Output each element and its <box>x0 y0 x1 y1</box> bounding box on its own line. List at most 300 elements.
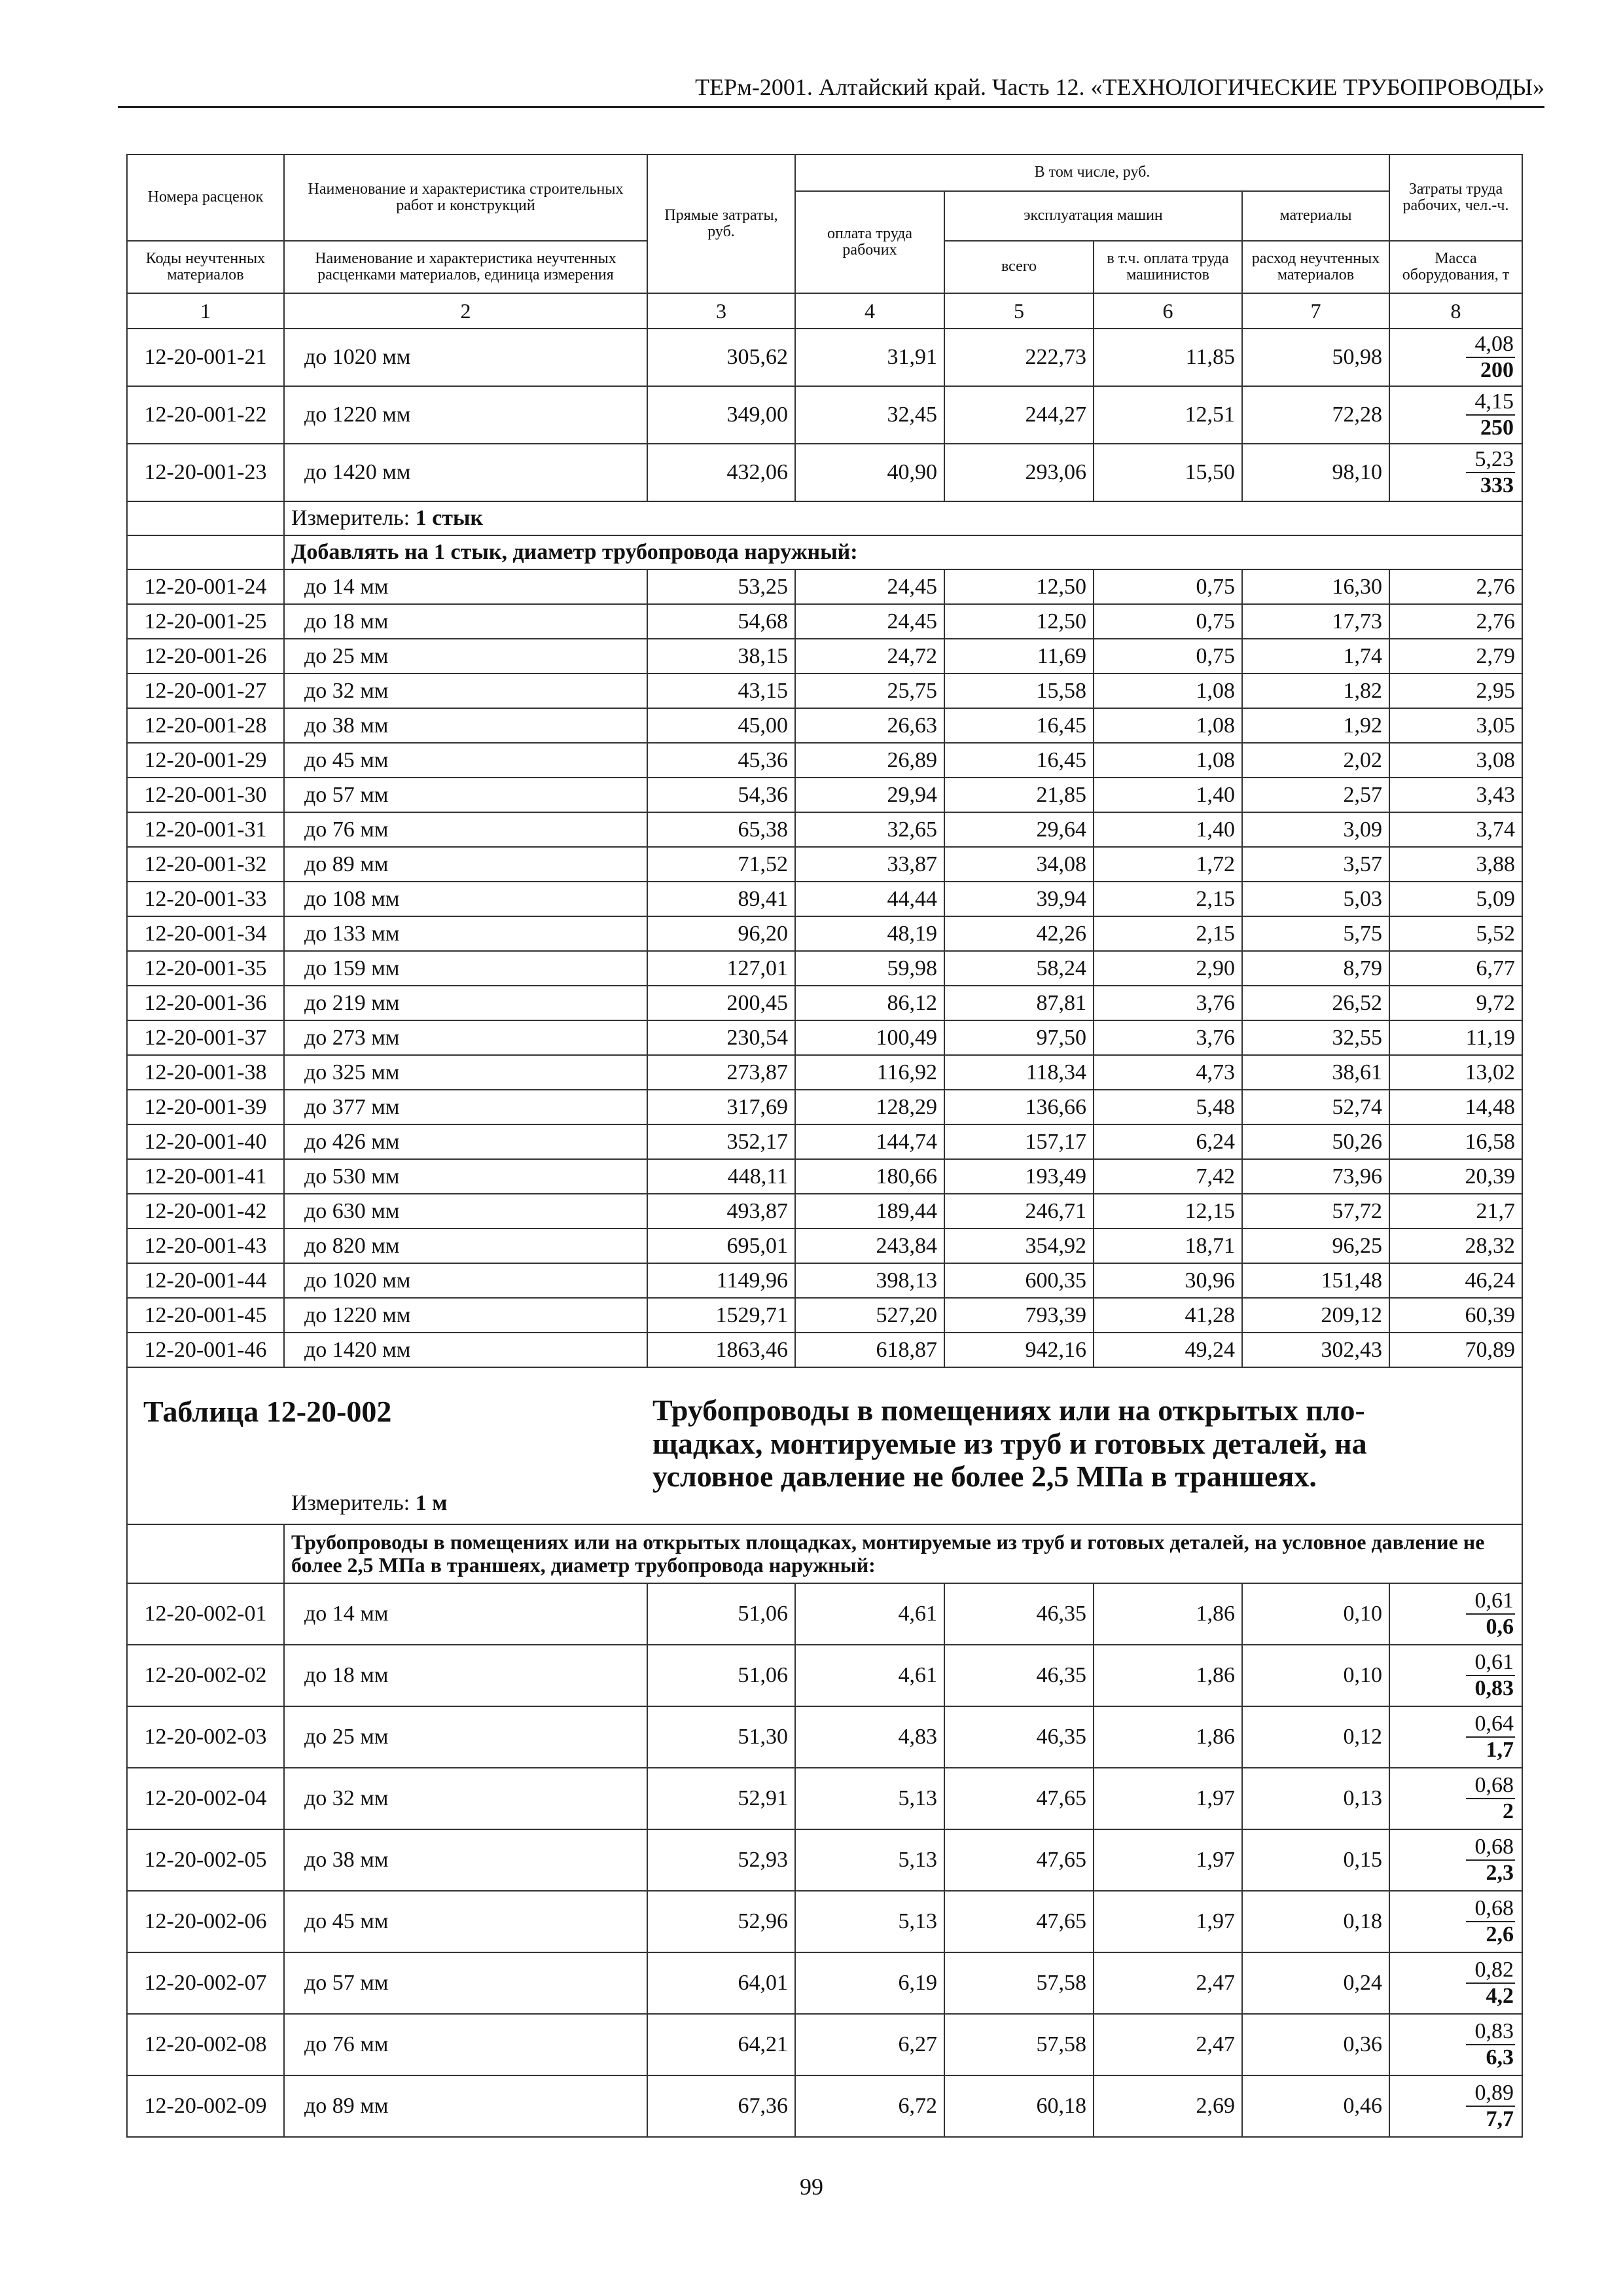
direct-costs: 52,91 <box>647 1768 795 1829</box>
labor-hours: 4,15 <box>1466 391 1516 416</box>
direct-costs: 1149,96 <box>647 1263 795 1298</box>
table-row <box>127 1645 1522 1706</box>
table-row <box>127 1706 1522 1768</box>
col-number: 3 <box>647 293 795 329</box>
labor-pay: 5,13 <box>795 1829 944 1891</box>
rate-name: до 32 мм <box>284 673 647 708</box>
machinist-pay: 1,08 <box>1094 743 1242 778</box>
rate-name: до 18 мм <box>284 604 647 639</box>
col-number: 1 <box>127 293 284 329</box>
rate-name: до 32 мм <box>284 1768 647 1829</box>
rate-name: до 76 мм <box>284 812 647 847</box>
table-row <box>127 1263 1522 1298</box>
labor-pay: 6,27 <box>795 2014 944 2075</box>
rate-name: до 530 мм <box>284 1159 647 1194</box>
materials-cost: 1,74 <box>1242 639 1389 673</box>
rate-code: 12-20-001-26 <box>127 639 284 673</box>
machinist-pay: 1,72 <box>1094 847 1242 882</box>
table2-title: Таблица 12-20-002 <box>143 1395 392 1428</box>
direct-costs: 71,52 <box>647 847 795 882</box>
machines-total: 222,73 <box>944 329 1094 386</box>
table-row <box>127 847 1522 882</box>
rate-name: до 25 мм <box>284 1706 647 1768</box>
machinist-pay: 41,28 <box>1094 1298 1242 1333</box>
rate-code: 12-20-002-02 <box>127 1645 284 1706</box>
machines-total: 57,58 <box>944 2014 1094 2075</box>
direct-costs: 51,30 <box>647 1706 795 1768</box>
materials-cost: 0,24 <box>1242 1952 1389 2014</box>
materials-cost: 3,57 <box>1242 847 1389 882</box>
materials-cost: 98,10 <box>1242 444 1389 501</box>
machines-total: 29,64 <box>944 812 1094 847</box>
fraction <box>1466 1774 1516 1823</box>
col8-header-bottom: Масса оборудования, т <box>1389 241 1522 293</box>
machines-total: 47,65 <box>944 1829 1094 1891</box>
machinist-pay: 2,15 <box>1094 916 1242 951</box>
fraction <box>1466 1897 1516 1946</box>
labor-hours: 5,23 <box>1466 448 1516 473</box>
labor-hours: 3,08 <box>1389 743 1522 778</box>
labor-hours: 5,52 <box>1389 916 1522 951</box>
labor-hours: 5,09 <box>1389 882 1522 916</box>
rate-code: 12-20-001-42 <box>127 1194 284 1229</box>
direct-costs: 1529,71 <box>647 1298 795 1333</box>
measure-value: 1 стык <box>415 506 484 530</box>
materials-cost: 1,82 <box>1242 673 1389 708</box>
rate-name: до 89 мм <box>284 2075 647 2137</box>
rate-name: до 219 мм <box>284 986 647 1020</box>
labor-pay: 5,13 <box>795 1891 944 1952</box>
measure-label: Измеритель: <box>291 506 410 530</box>
labor-mass-cell <box>1389 1891 1522 1952</box>
materials-cost: 73,96 <box>1242 1159 1389 1194</box>
machines-total: 15,58 <box>944 673 1094 708</box>
materials-cost: 209,12 <box>1242 1298 1389 1333</box>
machinist-pay: 2,47 <box>1094 2014 1242 2075</box>
labor-pay: 31,91 <box>795 329 944 386</box>
direct-costs: 305,62 <box>647 329 795 386</box>
machinist-pay: 3,76 <box>1094 986 1242 1020</box>
machinist-pay: 2,47 <box>1094 1952 1242 2014</box>
rate-code: 12-20-002-01 <box>127 1583 284 1645</box>
section-row <box>127 1524 1522 1583</box>
rate-code: 12-20-001-28 <box>127 708 284 743</box>
machines-total: 97,50 <box>944 1020 1094 1055</box>
machines-total: 21,85 <box>944 778 1094 812</box>
measure-value: 1 м <box>415 1491 448 1515</box>
table-row <box>127 743 1522 778</box>
machinist-pay: 3,76 <box>1094 1020 1242 1055</box>
labor-hours: 20,39 <box>1389 1159 1522 1194</box>
labor-pay: 40,90 <box>795 444 944 501</box>
rate-name: до 14 мм <box>284 1583 647 1645</box>
direct-costs: 127,01 <box>647 951 795 986</box>
labor-pay: 86,12 <box>795 986 944 1020</box>
rate-code: 12-20-001-38 <box>127 1055 284 1090</box>
direct-costs: 64,21 <box>647 2014 795 2075</box>
materials-cost: 96,25 <box>1242 1229 1389 1263</box>
table2-measure <box>291 1491 447 1516</box>
rate-code: 12-20-001-24 <box>127 569 284 604</box>
labor-hours: 28,32 <box>1389 1229 1522 1263</box>
machinist-pay: 1,97 <box>1094 1891 1242 1952</box>
equipment-mass: 7,7 <box>1486 2107 1514 2131</box>
machinist-pay: 6,24 <box>1094 1124 1242 1159</box>
labor-hours: 13,02 <box>1389 1055 1522 1090</box>
labor-pay: 189,44 <box>795 1194 944 1229</box>
labor-pay: 180,66 <box>795 1159 944 1194</box>
labor-hours: 2,95 <box>1389 673 1522 708</box>
direct-costs: 38,15 <box>647 639 795 673</box>
machines-total: 46,35 <box>944 1706 1094 1768</box>
labor-hours: 3,05 <box>1389 708 1522 743</box>
labor-hours: 46,24 <box>1389 1263 1522 1298</box>
machines-total: 136,66 <box>944 1090 1094 1124</box>
rate-name: до 18 мм <box>284 1645 647 1706</box>
table-row <box>127 1891 1522 1952</box>
rate-code: 12-20-001-44 <box>127 1263 284 1298</box>
rate-name: до 377 мм <box>284 1090 647 1124</box>
rate-name: до 76 мм <box>284 2014 647 2075</box>
table-row <box>127 1768 1522 1829</box>
rate-name: до 14 мм <box>284 569 647 604</box>
rate-name: до 1220 мм <box>284 386 647 444</box>
direct-costs: 432,06 <box>647 444 795 501</box>
fraction <box>1466 391 1516 439</box>
table-row <box>127 1298 1522 1333</box>
col2-header-bottom: Наименование и характеристика неучтенных расценками материалов, единица измерения <box>284 241 647 293</box>
labor-hours: 0,89 <box>1466 2082 1516 2107</box>
labor-pay: 24,45 <box>795 604 944 639</box>
rate-name: до 45 мм <box>284 743 647 778</box>
rate-name: до 38 мм <box>284 708 647 743</box>
table2-heading-cell <box>127 1367 1522 1524</box>
machinist-pay: 2,90 <box>1094 951 1242 986</box>
rate-name: до 159 мм <box>284 951 647 986</box>
materials-cost: 17,73 <box>1242 604 1389 639</box>
rate-name: до 45 мм <box>284 1891 647 1952</box>
labor-hours: 14,48 <box>1389 1090 1522 1124</box>
direct-costs: 1863,46 <box>647 1333 795 1367</box>
rate-name: до 1420 мм <box>284 1333 647 1367</box>
labor-pay: 618,87 <box>795 1333 944 1367</box>
labor-mass-cell <box>1389 2014 1522 2075</box>
table-row <box>127 444 1522 501</box>
col-number: 4 <box>795 293 944 329</box>
materials-cost: 0,10 <box>1242 1583 1389 1645</box>
labor-mass-cell <box>1389 1768 1522 1829</box>
rate-name: до 89 мм <box>284 847 647 882</box>
col7-header: расход неучтенных материалов <box>1242 241 1389 293</box>
labor-hours: 3,88 <box>1389 847 1522 882</box>
table-row <box>127 1333 1522 1367</box>
equipment-mass: 2,3 <box>1486 1861 1514 1885</box>
machinist-pay: 49,24 <box>1094 1333 1242 1367</box>
rate-code: 12-20-001-33 <box>127 882 284 916</box>
page-number: 99 <box>800 2174 823 2200</box>
measure-cell <box>284 501 1522 535</box>
direct-costs: 448,11 <box>647 1159 795 1194</box>
rate-code: 12-20-001-39 <box>127 1090 284 1124</box>
table-row <box>127 1952 1522 2014</box>
labor-hours: 0,61 <box>1466 1651 1516 1676</box>
rate-code: 12-20-001-25 <box>127 604 284 639</box>
labor-hours: 0,82 <box>1466 1959 1516 1984</box>
fraction <box>1466 333 1516 382</box>
rate-code: 12-20-002-07 <box>127 1952 284 2014</box>
rate-name: до 1220 мм <box>284 1298 647 1333</box>
col5-header: всего <box>944 241 1094 293</box>
machinist-pay: 1,86 <box>1094 1645 1242 1706</box>
rate-name: до 25 мм <box>284 639 647 673</box>
rate-code: 12-20-001-36 <box>127 986 284 1020</box>
equipment-mass: 0,83 <box>1474 1676 1514 1700</box>
materials-cost: 0,15 <box>1242 1829 1389 1891</box>
labor-hours: 6,77 <box>1389 951 1522 986</box>
materials-header: материалы <box>1242 191 1389 241</box>
machines-total: 34,08 <box>944 847 1094 882</box>
machines-total: 12,50 <box>944 569 1094 604</box>
col-number: 2 <box>284 293 647 329</box>
labor-pay: 128,29 <box>795 1090 944 1124</box>
machinist-pay: 12,51 <box>1094 386 1242 444</box>
labor-pay: 26,89 <box>795 743 944 778</box>
direct-costs: 695,01 <box>647 1229 795 1263</box>
col-number: 5 <box>944 293 1094 329</box>
direct-costs: 349,00 <box>647 386 795 444</box>
labor-hours: 3,74 <box>1389 812 1522 847</box>
rate-code: 12-20-001-22 <box>127 386 284 444</box>
materials-cost: 72,28 <box>1242 386 1389 444</box>
labor-pay: 527,20 <box>795 1298 944 1333</box>
table-row <box>127 1090 1522 1124</box>
rate-code: 12-20-002-08 <box>127 2014 284 2075</box>
labor-pay: 100,49 <box>795 1020 944 1055</box>
rate-code: 12-20-001-40 <box>127 1124 284 1159</box>
equipment-mass: 6,3 <box>1486 2045 1514 2070</box>
machinist-pay: 15,50 <box>1094 444 1242 501</box>
col2-header-top: Наименование и характеристика строительных работ и конструкций <box>284 154 647 241</box>
col4-header: оплата труда рабочих <box>795 191 944 293</box>
labor-hours: 0,68 <box>1466 1897 1516 1922</box>
labor-pay: 26,63 <box>795 708 944 743</box>
fraction <box>1466 1959 1516 2007</box>
machines-total: 193,49 <box>944 1159 1094 1194</box>
fraction <box>1466 2082 1516 2130</box>
labor-hours: 0,83 <box>1466 2020 1516 2045</box>
labor-mass-cell <box>1389 1952 1522 2014</box>
machines-total: 46,35 <box>944 1583 1094 1645</box>
col-number: 6 <box>1094 293 1242 329</box>
machines-total: 39,94 <box>944 882 1094 916</box>
direct-costs: 45,00 <box>647 708 795 743</box>
labor-pay: 4,83 <box>795 1706 944 1768</box>
section-heading: Трубопроводы в помещениях или на открытых площадках, монтируемые из труб и готовых деталей, на условное давление не более 2,5 МПа в траншеях, диаметр трубопровода наружный: <box>284 1524 1522 1583</box>
machines-total: 46,35 <box>944 1645 1094 1706</box>
labor-pay: 5,13 <box>795 1768 944 1829</box>
machinist-pay: 12,15 <box>1094 1194 1242 1229</box>
equipment-mass: 1,7 <box>1486 1738 1514 1762</box>
equipment-mass: 2,6 <box>1486 1922 1514 1946</box>
table-row <box>127 882 1522 916</box>
materials-cost: 50,98 <box>1242 329 1389 386</box>
rate-code: 12-20-002-06 <box>127 1891 284 1952</box>
rate-name: до 133 мм <box>284 916 647 951</box>
labor-hours: 0,68 <box>1466 1836 1516 1861</box>
table-row <box>127 916 1522 951</box>
machines-total: 58,24 <box>944 951 1094 986</box>
direct-costs: 89,41 <box>647 882 795 916</box>
materials-cost: 3,09 <box>1242 812 1389 847</box>
rate-code: 12-20-001-35 <box>127 951 284 986</box>
labor-hours: 9,72 <box>1389 986 1522 1020</box>
fraction <box>1466 448 1516 497</box>
rate-code: 12-20-001-46 <box>127 1333 284 1367</box>
labor-pay: 48,19 <box>795 916 944 951</box>
materials-cost: 0,46 <box>1242 2075 1389 2137</box>
rate-code: 12-20-001-34 <box>127 916 284 951</box>
direct-costs: 43,15 <box>647 673 795 708</box>
table-row <box>127 673 1522 708</box>
labor-pay: 24,72 <box>795 639 944 673</box>
fraction <box>1466 1590 1516 1638</box>
machines-header: эксплуатация машин <box>944 191 1242 241</box>
col3-header: Прямые затраты, руб. <box>647 154 795 293</box>
machines-total: 11,69 <box>944 639 1094 673</box>
col-number: 8 <box>1389 293 1522 329</box>
rate-code: 12-20-001-23 <box>127 444 284 501</box>
materials-cost: 57,72 <box>1242 1194 1389 1229</box>
rate-name: до 38 мм <box>284 1829 647 1891</box>
rate-code: 12-20-001-41 <box>127 1159 284 1194</box>
table-row <box>127 1124 1522 1159</box>
machinist-pay: 0,75 <box>1094 569 1242 604</box>
col-number: 7 <box>1242 293 1389 329</box>
labor-hours: 2,79 <box>1389 639 1522 673</box>
col6-header: в т.ч. оплата труда машинистов <box>1094 241 1242 293</box>
section-row <box>127 535 1522 569</box>
machinist-pay: 5,48 <box>1094 1090 1242 1124</box>
materials-cost: 0,10 <box>1242 1645 1389 1706</box>
equipment-mass: 4,2 <box>1486 1984 1514 2008</box>
materials-cost: 2,02 <box>1242 743 1389 778</box>
table-row <box>127 2075 1522 2137</box>
measure-row <box>127 501 1522 535</box>
materials-cost: 26,52 <box>1242 986 1389 1020</box>
direct-costs: 273,87 <box>647 1055 795 1090</box>
table-row <box>127 986 1522 1020</box>
fraction <box>1466 1651 1516 1700</box>
machinist-pay: 0,75 <box>1094 639 1242 673</box>
section-heading: Добавлять на 1 стык, диаметр трубопровода наружный: <box>284 535 1522 569</box>
labor-hours: 0,64 <box>1466 1713 1516 1738</box>
machines-total: 87,81 <box>944 986 1094 1020</box>
rate-code: 12-20-001-45 <box>127 1298 284 1333</box>
table-row <box>127 1159 1522 1194</box>
machines-total: 16,45 <box>944 743 1094 778</box>
labor-hours: 0,68 <box>1466 1774 1516 1799</box>
table-row <box>127 604 1522 639</box>
rate-code: 12-20-001-31 <box>127 812 284 847</box>
measure-label: Измеритель: <box>291 1491 410 1515</box>
direct-costs: 200,45 <box>647 986 795 1020</box>
table2-heading-row <box>127 1367 1522 1524</box>
labor-pay: 25,75 <box>795 673 944 708</box>
labor-hours: 2,76 <box>1389 604 1522 639</box>
materials-cost: 0,13 <box>1242 1768 1389 1829</box>
machinist-pay: 1,86 <box>1094 1706 1242 1768</box>
machinist-pay: 1,97 <box>1094 1829 1242 1891</box>
labor-hours: 70,89 <box>1389 1333 1522 1367</box>
labor-pay: 116,92 <box>795 1055 944 1090</box>
labor-pay: 6,19 <box>795 1952 944 2014</box>
fraction <box>1466 2020 1516 2069</box>
machines-total: 60,18 <box>944 2075 1094 2137</box>
labor-pay: 29,94 <box>795 778 944 812</box>
materials-cost: 38,61 <box>1242 1055 1389 1090</box>
rate-code: 12-20-001-30 <box>127 778 284 812</box>
rate-name: до 57 мм <box>284 1952 647 2014</box>
measure-spacer <box>127 501 284 535</box>
direct-costs: 64,01 <box>647 1952 795 2014</box>
machinist-pay: 7,42 <box>1094 1159 1242 1194</box>
machinist-pay: 1,40 <box>1094 778 1242 812</box>
labor-mass-cell <box>1389 444 1522 501</box>
labor-pay: 243,84 <box>795 1229 944 1263</box>
machinist-pay: 30,96 <box>1094 1263 1242 1298</box>
machines-total: 354,92 <box>944 1229 1094 1263</box>
machines-total: 793,39 <box>944 1298 1094 1333</box>
direct-costs: 45,36 <box>647 743 795 778</box>
direct-costs: 67,36 <box>647 2075 795 2137</box>
materials-cost: 16,30 <box>1242 569 1389 604</box>
machines-total: 118,34 <box>944 1055 1094 1090</box>
machinist-pay: 18,71 <box>1094 1229 1242 1263</box>
fraction <box>1466 1713 1516 1761</box>
table-row <box>127 1055 1522 1090</box>
labor-hours: 2,76 <box>1389 569 1522 604</box>
table-row <box>127 1020 1522 1055</box>
rate-name: до 325 мм <box>284 1055 647 1090</box>
col1-header-bottom: Коды неучтенных материалов <box>127 241 284 293</box>
rates-table <box>126 154 1523 2138</box>
machines-total: 16,45 <box>944 708 1094 743</box>
labor-pay: 4,61 <box>795 1645 944 1706</box>
direct-costs: 96,20 <box>647 916 795 951</box>
direct-costs: 65,38 <box>647 812 795 847</box>
machines-total: 47,65 <box>944 1891 1094 1952</box>
labor-mass-cell <box>1389 1583 1522 1645</box>
machines-total: 600,35 <box>944 1263 1094 1298</box>
table-row <box>127 812 1522 847</box>
machinist-pay: 1,86 <box>1094 1583 1242 1645</box>
direct-costs: 51,06 <box>647 1583 795 1645</box>
labor-pay: 144,74 <box>795 1124 944 1159</box>
table-row <box>127 1583 1522 1645</box>
materials-cost: 52,74 <box>1242 1090 1389 1124</box>
table2-heading <box>128 1368 1522 1524</box>
machines-total: 293,06 <box>944 444 1094 501</box>
equipment-mass: 333 <box>1480 473 1514 497</box>
labor-hours: 4,08 <box>1466 333 1516 358</box>
table-row <box>127 951 1522 986</box>
machinist-pay: 1,08 <box>1094 708 1242 743</box>
labor-hours: 16,58 <box>1389 1124 1522 1159</box>
table-row <box>127 1194 1522 1229</box>
labor-mass-cell <box>1389 2075 1522 2137</box>
fraction <box>1466 1836 1516 1884</box>
table-row <box>127 2014 1522 2075</box>
